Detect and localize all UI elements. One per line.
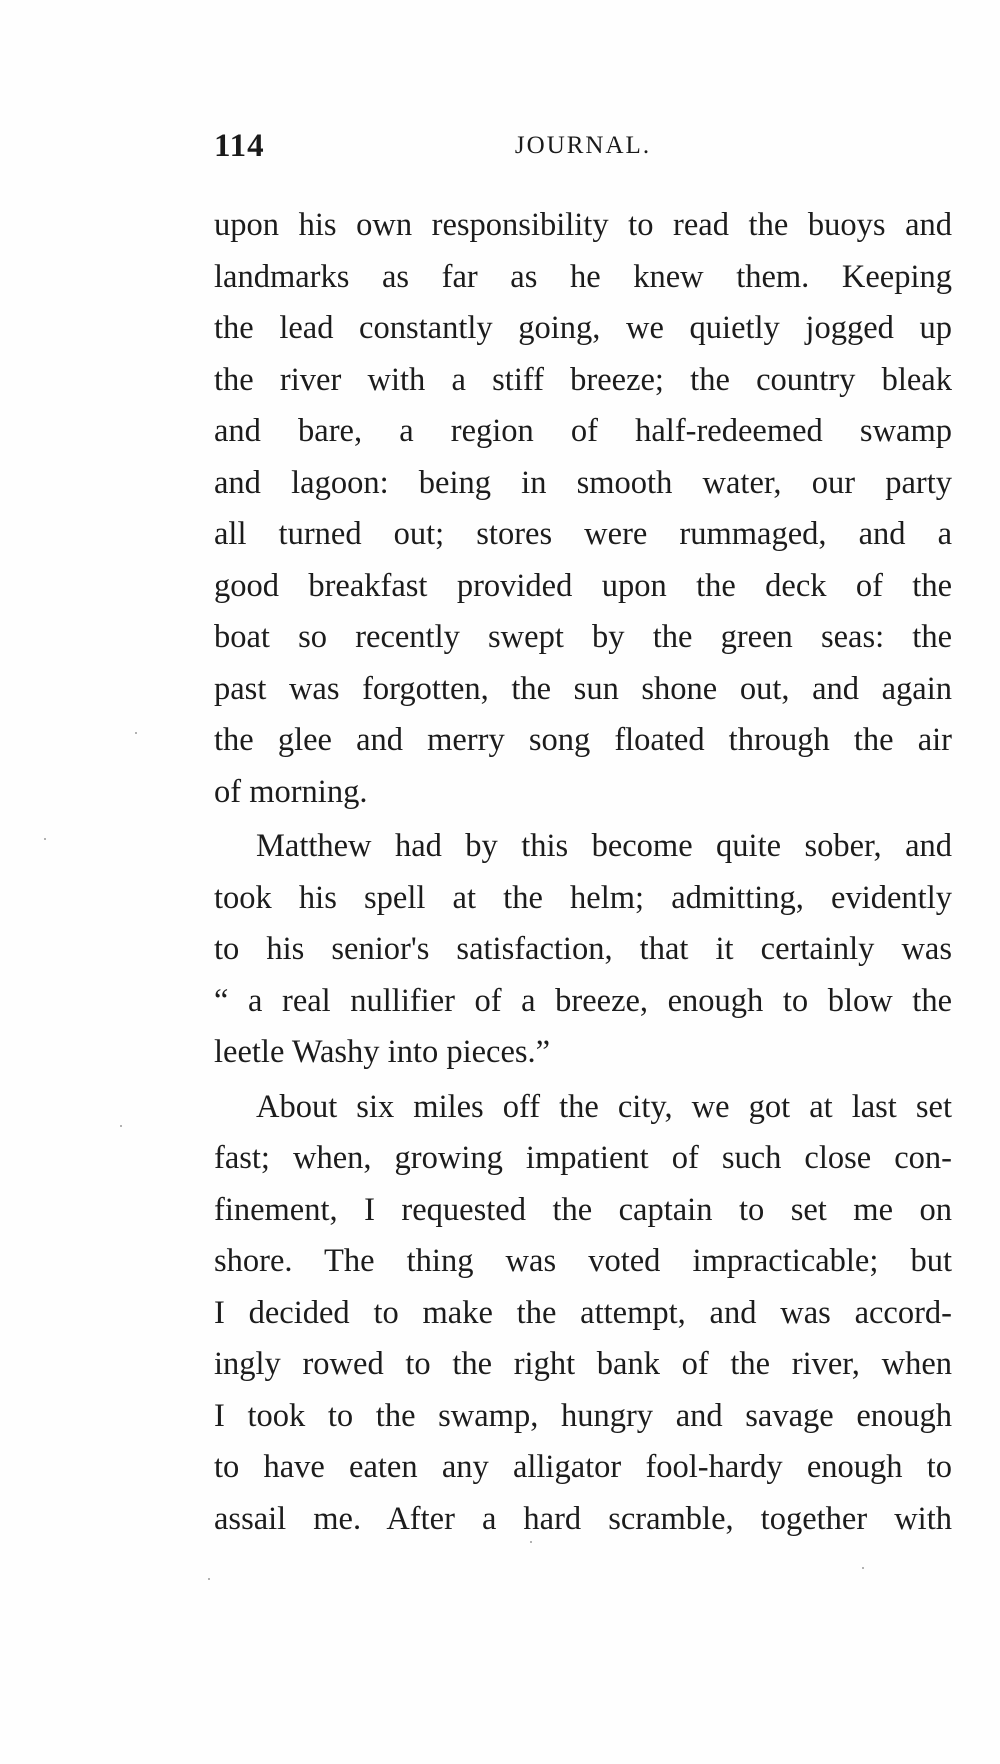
paragraph-2 bbox=[214, 821, 952, 1079]
text-line: assail me. After a hard scramble, together with bbox=[214, 1500, 952, 1537]
text-line: the glee and merry song floated through the air bbox=[214, 722, 952, 758]
paper-speck bbox=[120, 1125, 122, 1127]
text-line: boat so recently swept by the green seas: the bbox=[214, 619, 952, 655]
text-line: I decided to make the attempt, and was accord- bbox=[214, 1294, 952, 1331]
running-head bbox=[214, 128, 952, 178]
text-line: finement, I requested the captain to set me on bbox=[214, 1191, 952, 1228]
text-line: “ a real nullifier of a breeze, enough to blow the bbox=[214, 982, 952, 1019]
text-line: ingly rowed to the right bank of the river, when bbox=[214, 1346, 952, 1382]
text-line: to have eaten any alligator fool-hardy enough to bbox=[214, 1449, 952, 1485]
paper-speck bbox=[862, 1567, 864, 1569]
text-line: shore. The thing was voted impracticable; but bbox=[214, 1243, 952, 1279]
body-text bbox=[214, 200, 952, 1545]
text-line: and lagoon: being in smooth water, our party bbox=[214, 464, 952, 501]
text-line: good breakfast provided upon the deck of the bbox=[214, 567, 952, 604]
paper-speck bbox=[530, 1541, 532, 1543]
paper-speck bbox=[135, 732, 137, 734]
text-line: upon his own responsibility to read the buoys and bbox=[214, 207, 952, 243]
text-line: About six miles off the city, we got at last set bbox=[256, 1088, 952, 1125]
text-line: and bare, a region of half-redeemed swamp bbox=[214, 413, 952, 449]
text-line: leetle Washy into pieces.” bbox=[214, 1034, 551, 1070]
text-line: I took to the swamp, hungry and savage enough bbox=[214, 1397, 952, 1434]
text-line: all turned out; stores were rummaged, and a bbox=[214, 516, 952, 552]
text-line: the lead constantly going, we quietly jogged up bbox=[214, 310, 952, 346]
page-number: 114 bbox=[214, 128, 265, 164]
text-line: took his spell at the helm; admitting, evidently bbox=[214, 879, 952, 916]
paper-speck bbox=[44, 838, 46, 840]
text-line: landmarks as far as he knew them. Keeping bbox=[214, 258, 952, 295]
running-head-title: JOURNAL. bbox=[514, 132, 652, 159]
text-line: the river with a stiff breeze; the country bleak bbox=[214, 361, 952, 398]
paper-speck bbox=[208, 1578, 210, 1580]
text-line: fast; when, growing impatient of such close con- bbox=[214, 1140, 952, 1176]
paragraph-3 bbox=[214, 1082, 952, 1546]
text-line: of morning. bbox=[214, 773, 368, 810]
text-line: Matthew had by this become quite sober, and bbox=[256, 828, 952, 864]
paragraph-1 bbox=[214, 200, 952, 818]
text-line: past was forgotten, the sun shone out, and again bbox=[214, 670, 952, 707]
text-line: to his senior's satisfaction, that it certainly was bbox=[214, 931, 952, 967]
